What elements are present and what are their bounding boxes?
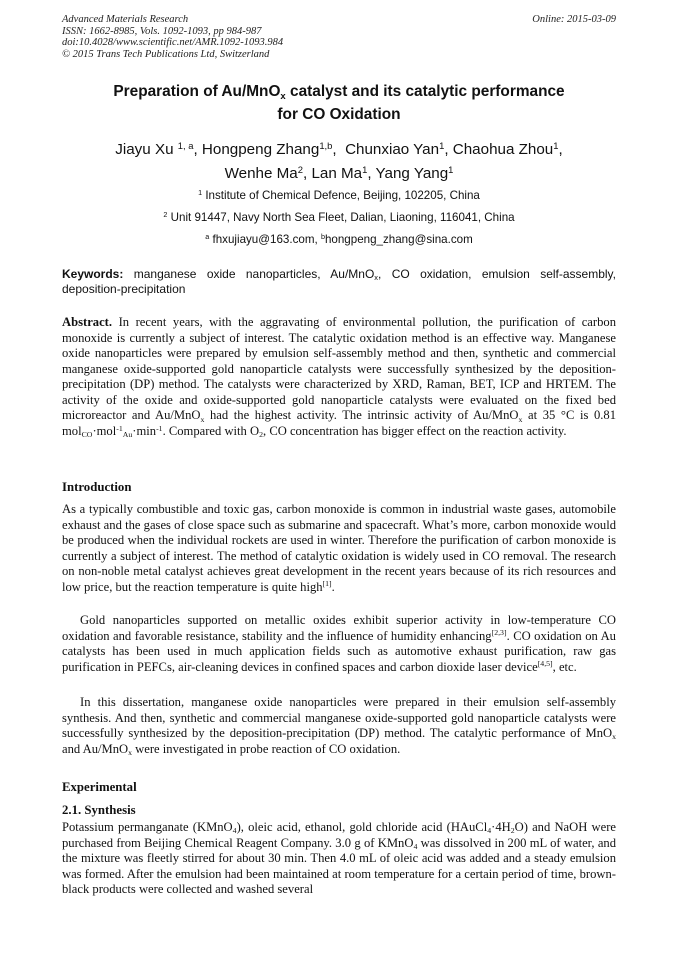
author: Wenhe Ma xyxy=(224,165,298,182)
email-link[interactable]: fhxujiayu@163.com xyxy=(212,233,315,246)
author: Hongpeng Zhang xyxy=(201,141,320,158)
intro-paragraph-3: In this dissertation, manganese oxide nanoparticles were prepared in their emulsion self-assembly synthesis. And then, synthetic and commercial manganese oxide-supported gold nanoparticle catalysts were successfully synthesized by the deposition-precipitation (DP) method. The catalytic performance of MnO$_x$ and Au/MnO$_x$ were investigated in probe reaction of CO oxidation. xyxy=(62,695,616,757)
subsection-heading-synthesis: 2.1. Synthesis xyxy=(62,803,136,817)
issn-line: ISSN: 1662-8985, Vols. 1092-1093, pp 984-987 xyxy=(62,25,262,37)
author: Jiayu Xu xyxy=(115,141,174,158)
paper-title: Preparation of Au/MnO$_x$ catalyst and its catalytic performance for CO Oxidation xyxy=(62,80,616,126)
author: Lan Ma xyxy=(311,165,363,182)
section-heading-experimental: Experimental xyxy=(62,780,137,794)
section-heading-introduction: Introduction xyxy=(62,480,132,494)
title-line-2: for CO Oxidation xyxy=(277,106,401,123)
citation: [2,3] xyxy=(491,628,507,638)
doi-line: doi:10.4028/www.scientific.net/AMR.1092-1093.984 xyxy=(62,37,284,49)
author-list: Jiayu Xu $^{1, a}$, Hongpeng Zhang$^{1,b}$, Chunxiao Yan$^1$, Chaohua Zhou$^1$, Wenhe Ma$^2$, Lan Ma$^1$, Yang Yang$^1$ xyxy=(115,139,563,182)
keywords-label: Keywords: xyxy=(62,267,124,281)
citation: [4,5] xyxy=(537,659,553,669)
affiliation-2: $^2$ Unit 91447, Navy North Sea Fleet, Dalian, Liaoning, 116041, China xyxy=(163,210,515,224)
keywords: Keywords: manganese oxide nanoparticles, Au/MnO$_x$, CO oxidation, emulsion self-assembly, deposition-precipitation xyxy=(62,267,616,296)
author: Yang Yang xyxy=(375,165,449,182)
journal-name: Advanced Materials Research xyxy=(62,14,189,25)
abstract: Abstract. In recent years, with the aggravating of environmental pollution, the purification of carbon monoxide is currently a subject of interest. The catalytic oxidation method is an effective way. Manganese oxide nanoparticles were prepared by emulsion self-assembly method and then, synthetic and commercial manganese oxide-supported gold nanoparticle catalysts were successfully synthesized by the deposition-precipitation (DP) method. The catalysts were characterized by XRD, Raman, BET, ICP and HRTEM. The activity of the oxide and oxide-supported gold nanoparticle catalysts were evaluated on the fixed bed microreactor and Au/MnO$_x$ had the highest activity. The intrinsic activity of Au/MnO$_x$ at 35 °C is 0.81 $mol_{CO}\cdot mol^{-1}_{Au}\cdot\min^{-1}$. Compared with $O_2$, CO concentration has bigger effect on the reaction activity. xyxy=(62,315,616,440)
author: Chunxiao Yan xyxy=(345,141,440,158)
intro-paragraph-1: As a typically combustible and toxic gas, carbon monoxide is common in industrial waste gases, automobile exhaust and the gases of close space such as submarine and spacecraft. What’s more, carbon monoxide would be produced when the individual rockets are used in winter. Therefore the purification of carbon monoxide is currently a subject of interest. The method of catalytic oxidation is widely used in CO removal. The research on non-noble metal catalyst achieves great development in the recent years because of its rich resources and low price, but the reaction temperature is quite high[1]. xyxy=(62,502,616,594)
author-emails: $^a$ fhxujiayu@163.com, $^b$hongpeng_zhang@sina.com xyxy=(205,232,473,246)
abstract-label: Abstract. xyxy=(62,315,113,329)
affiliation-1: $^1$ Institute of Chemical Defence, Beijing, 102205, China xyxy=(198,188,480,202)
synthesis-paragraph: Potassium permanganate (KMnO$_4$), oleic acid, ethanol, gold chloride acid $(HAuCl_4\cdot 4H_2O)$ and NaOH were purchased from Beijing Chemical Reagent Company. 3.0 g of KMnO$_4$ was dissolved in 200 mL of water, and the mixture was fleetly stirred for about 30 min. Then 4.0 mL of oleic acid was added and a steady emulsion was formed. After the emulsion had been maintained at room temperature for a certain period of time, brown-black products were collected and washed several xyxy=(62,820,616,897)
online-date: Online: 2015-03-09 xyxy=(532,14,616,25)
citation: [1] xyxy=(322,579,332,589)
email-link[interactable]: hongpeng_zhang@sina.com xyxy=(324,233,473,246)
copyright-line: © 2015 Trans Tech Publications Ltd, Switzerland xyxy=(62,48,270,60)
author: Chaohua Zhou xyxy=(452,141,554,158)
running-header xyxy=(62,14,616,60)
intro-paragraph-2: Gold nanoparticles supported on metallic oxides exhibit superior activity in low-temperature CO oxidation and favorable resistance, stability and the influence of humidity enhancing[2,3]. CO oxidation on Au catalysts has been used in much application fields such as automotive exhaust purification, raw gas purification in PEFCs, air-cleaning devices in confined spaces and carbon dioxide laser device[4,5], etc. xyxy=(62,613,616,674)
